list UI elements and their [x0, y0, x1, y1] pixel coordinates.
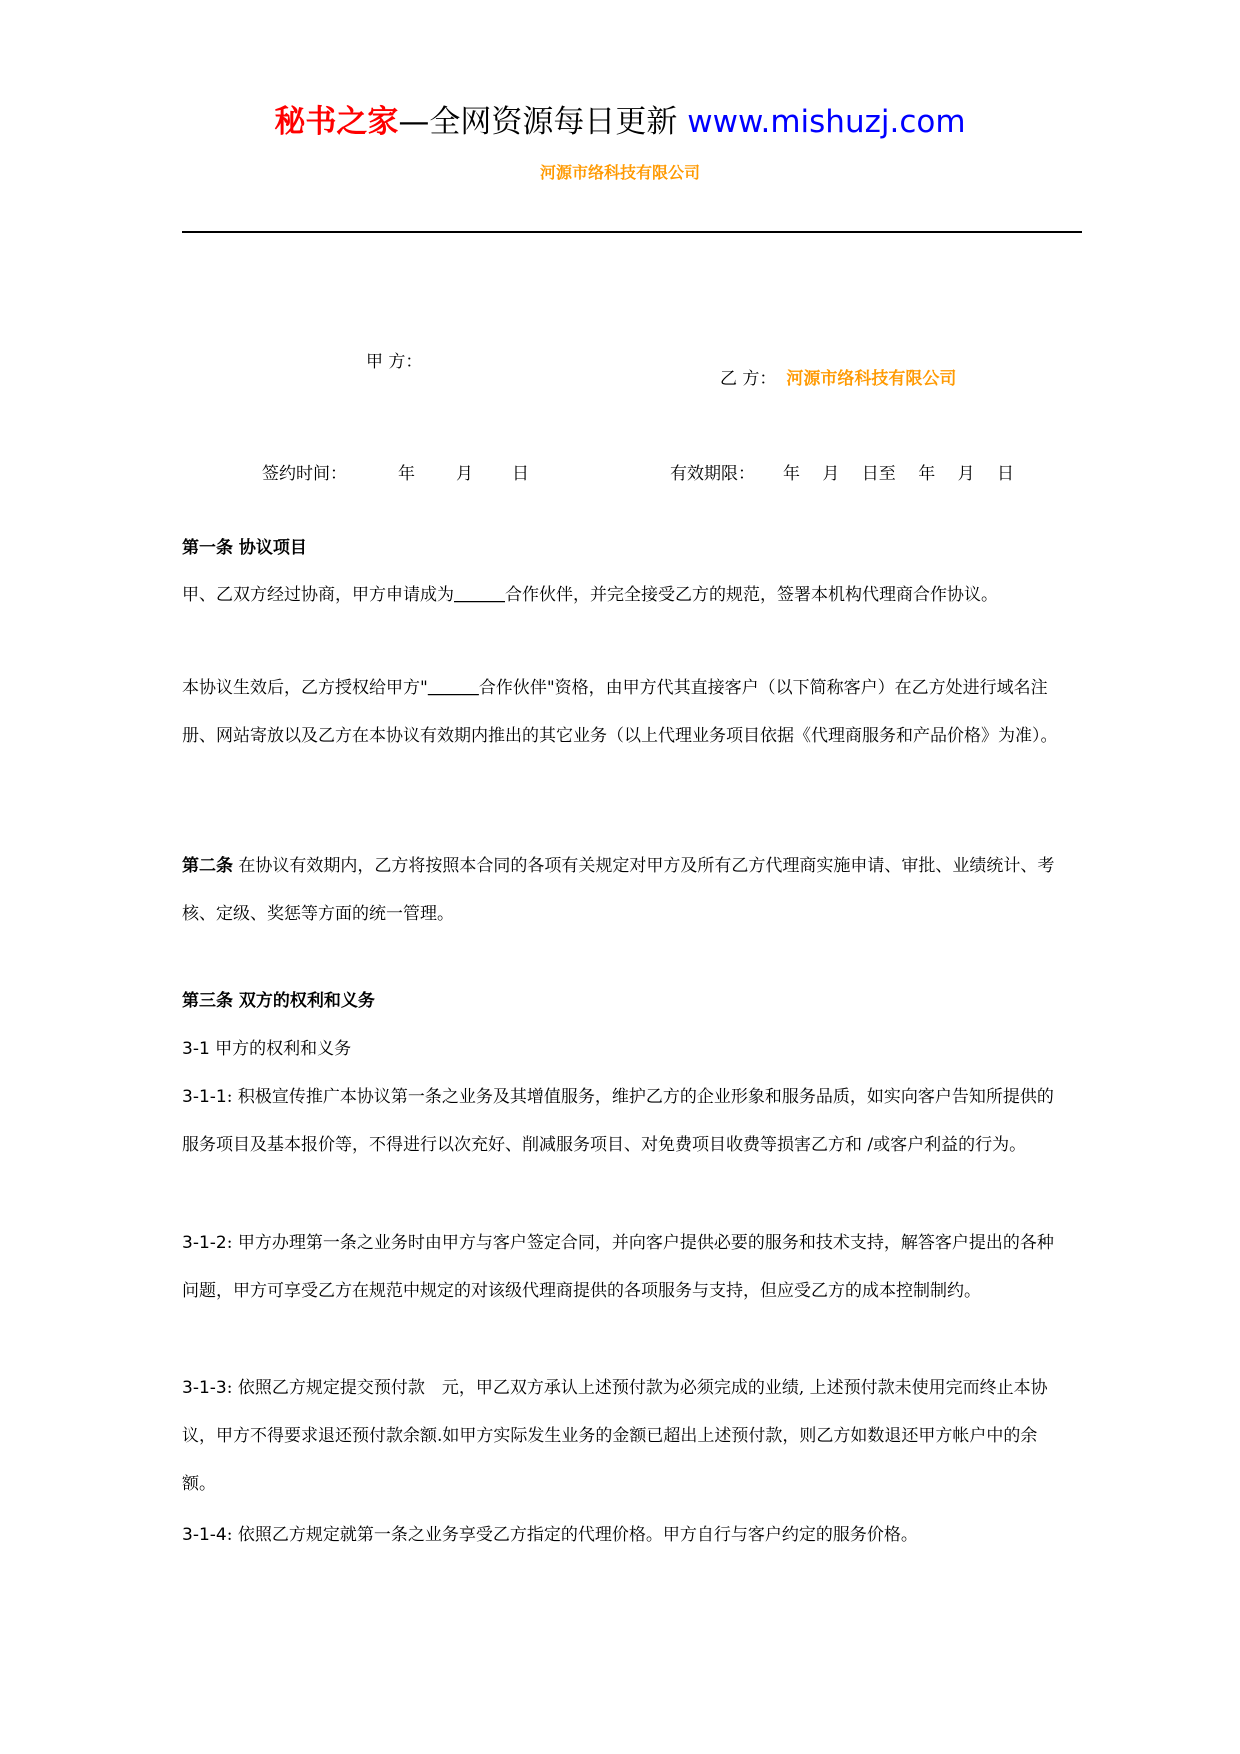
- article-1-title: 第一条 协议项目: [182, 538, 307, 558]
- party-b: [720, 367, 956, 391]
- valid-period-label: 有效期限：: [670, 464, 755, 484]
- banner-brand: 秘书之家: [274, 104, 399, 140]
- article-3-title: 第三条 双方的权利和义务: [182, 991, 375, 1011]
- banner-url-link[interactable]: www.mishuzj.com: [677, 104, 966, 140]
- partner-blank-1: ＿＿＿: [454, 585, 505, 605]
- clause-3-1-1: 3-1-1: 积极宣传推广本协议第一条之业务及其增值服务，维护乙方的企业形象和服务品质，如实向客户告知所提供的服务项目及基本报价等，不得进行以次充好、削减服务项目、对免费项目收费等损害乙方和 /或客户利益的行为。: [182, 1087, 1054, 1155]
- article-1-paragraph-2: 本协议生效后，乙方授权给甲方"＿＿＿合作伙伴"资格，由甲方代其直接客户（以下简称客户）在乙方处进行域名注册、网站寄放以及乙方在本协议有效期内推出的其它业务（以上代理业务项目依据《代理商服务和产品价格》为准）。: [182, 678, 1058, 746]
- party-b-name: 河源市络科技有限公司: [786, 369, 957, 389]
- banner-slogan: —全网资源每日更新: [398, 104, 678, 140]
- party-a-label: 甲 方：: [366, 352, 423, 372]
- site-banner: [0, 100, 1240, 144]
- article-2-title: 第二条: [182, 856, 233, 876]
- sign-month: 月: [456, 464, 473, 484]
- clause-3-1-3: 3-1-3: 依照乙方规定提交预付款 元，甲乙双方承认上述预付款为必须完成的业绩, 上述预付款未使用完而终止本协议，甲方不得要求退还预付款余额.如甲方实际发生业务的金额已超出上述预付款，则乙方如数退还甲方帐户中的余额。: [182, 1378, 1048, 1494]
- section-3-1: 3-1 甲方的权利和义务: [182, 1039, 352, 1059]
- sign-date-label: 签约时间：: [262, 464, 347, 484]
- company-subtitle: 河源市络科技有限公司: [539, 163, 700, 182]
- article-2: [182, 842, 1062, 938]
- clause-3-1-4: 3-1-4: 依照乙方规定就第一条之业务享受乙方指定的代理价格。甲方自行与客户约定的服务价格。: [182, 1525, 918, 1545]
- header-divider: [182, 231, 1082, 233]
- article-2-text: 在协议有效期内，乙方将按照本合同的各项有关规定对甲方及所有乙方代理商实施申请、审批、业绩统计、考核、定级、奖惩等方面的统一管理。: [182, 856, 1055, 924]
- sign-year: 年: [398, 464, 415, 484]
- sign-day: 日: [512, 464, 529, 484]
- party-b-label: 乙 方：: [720, 369, 777, 389]
- partner-blank-2: ＿＿＿: [427, 678, 479, 698]
- valid-period-value: 年 月 日至 年 月 日: [783, 464, 1015, 484]
- article-1-paragraph-1: 甲、乙双方经过协商，甲方申请成为＿＿＿合作伙伴，并完全接受乙方的规范，签署本机构代理商合作协议。: [182, 585, 998, 605]
- clause-3-1-2: 3-1-2: 甲方办理第一条之业务时由甲方与客户签定合同，并向客户提供必要的服务和技术支持，解答客户提出的各种问题，甲方可享受乙方在规范中规定的对该级代理商提供的各项服务与支持，但应受乙方的成本控制制约。: [182, 1233, 1054, 1301]
